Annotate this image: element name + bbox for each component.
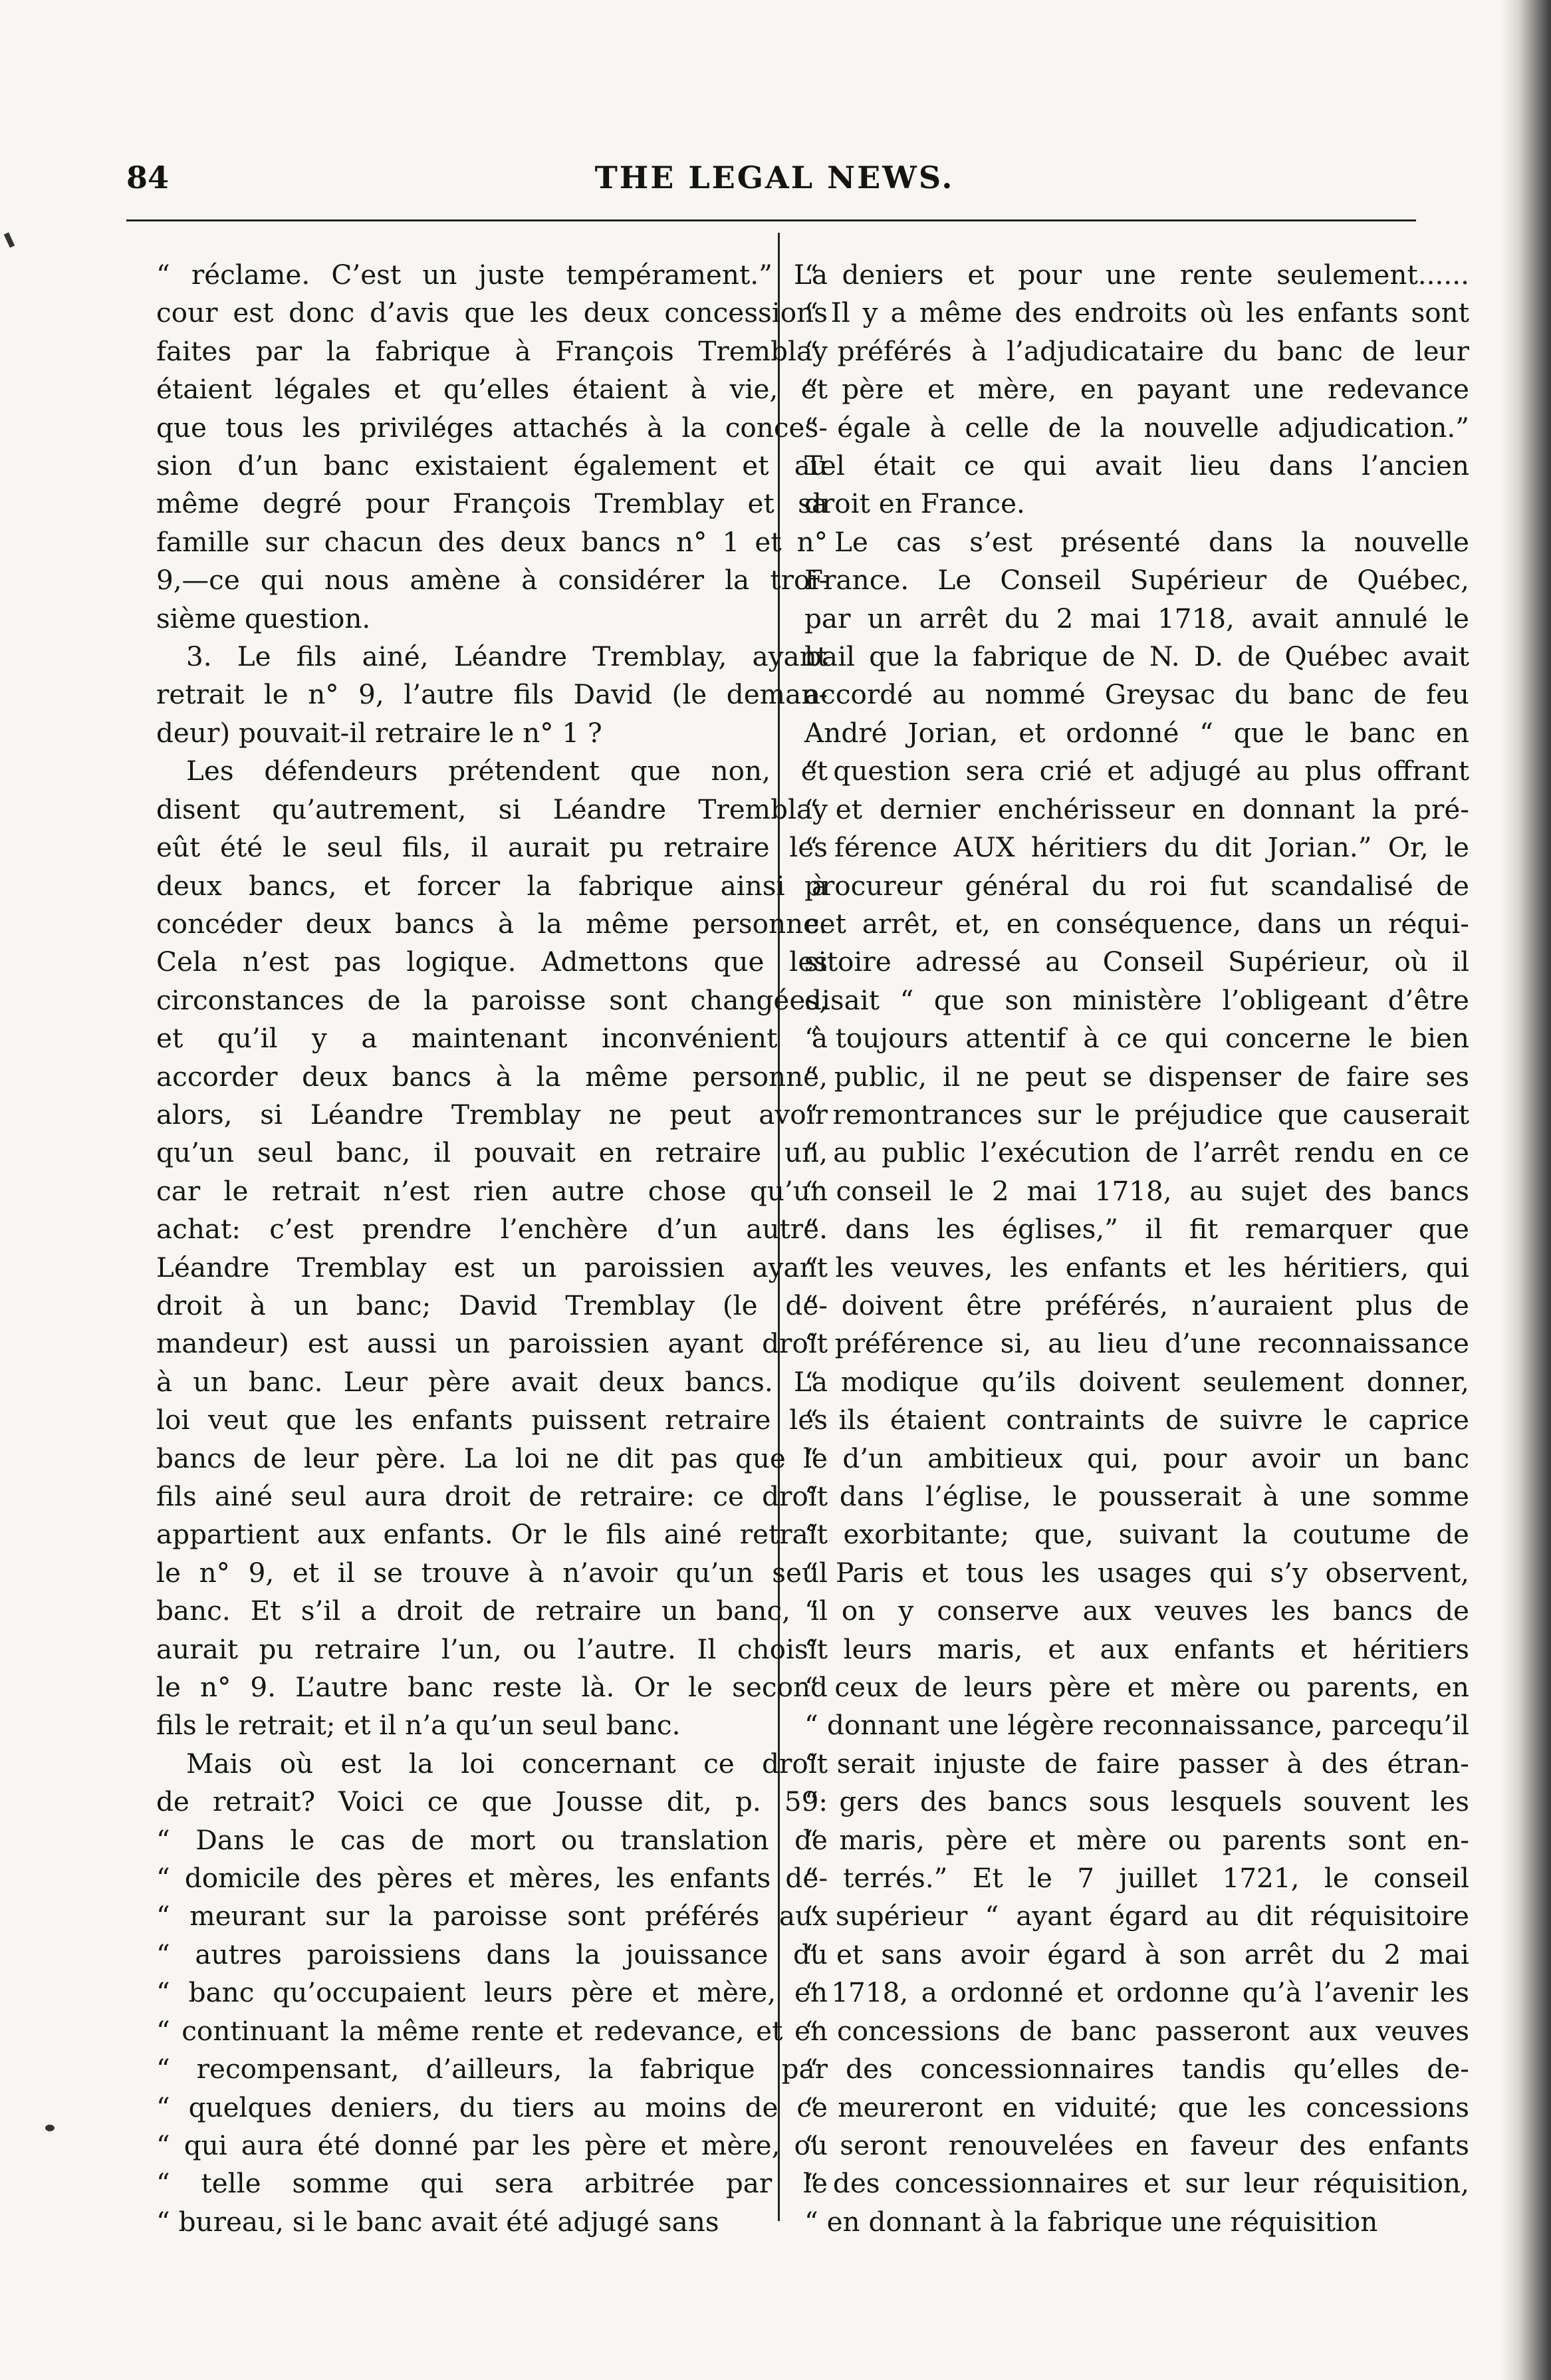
text-line: 9,—ce qui nous amène à considérer la troi- [156,564,828,596]
text-line: fils le retrait; et il n’a qu’un seul banc. [156,1709,681,1742]
text-line: “ deniers et pour une rente seulement...... [804,259,1469,291]
text-line: “ seront renouvelées en faveur des enfants [804,2129,1469,2161]
right-column [804,256,1469,2241]
left-column [156,256,828,2241]
text-line: “ exorbitante; que, suivant la coutume de [804,1518,1469,1551]
text-line: accorder deux bancs à la même personne, [156,1060,828,1093]
text-line: “ domicile des pères et mères, les enfants de- [156,1862,828,1895]
scan-edge-shadow [1501,0,1551,2380]
text-line: de retrait? Voici ce que Jousse dit, p. 59: [156,1785,828,1818]
text-line: mandeur) est aussi un paroissien ayant droit [156,1327,828,1360]
text-line: même degré pour François Tremblay et sa [156,487,828,520]
text-line: Les défendeurs prétendent que non, et [186,755,828,787]
text-line: bail que la fabrique de N. D. de Québec avait [804,640,1469,673]
text-line: famille sur chacun des deux bancs n° 1 et n° [156,525,828,558]
page-number: 84 [126,160,170,196]
text-line: “ des concessionnaires et sur leur réquisition, [804,2167,1469,2200]
text-line: car le retrait n’est rien autre chose qu’un [156,1174,828,1207]
text-line: “ terrés.” Et le 7 juillet 1721, le conseil [804,1862,1469,1895]
text-line: accordé au nommé Greysac du banc de feu [804,678,1469,711]
text-line: “ serait injuste de faire passer à des étran- [804,1747,1469,1780]
page-header [126,160,1423,206]
text-line: “ meureront en viduité; que les concessions [804,2091,1469,2123]
text-line: “ maris, père et mère ou parents sont en- [804,1823,1469,1856]
text-line: “ Dans le cas de mort ou translation de [156,1823,828,1856]
text-line: le n° 9. L’autre banc reste là. Or le second [156,1671,828,1704]
text-line: “ préférence si, au lieu d’une reconnaissance [804,1327,1469,1360]
text-line: sion d’un banc existaient également et au [156,450,828,482]
running-title: THE LEGAL NEWS. [594,160,955,196]
text-line: alors, si Léandre Tremblay ne peut avoir [156,1098,828,1130]
text-line: “ Il y a même des endroits où les enfants sont [804,297,1469,329]
text-line: bancs de leur père. La loi ne dit pas que le [156,1442,828,1474]
text-line: “ et sans avoir égard à son arrêt du 2 mai [804,1938,1469,1970]
text-line: par un arrêt du 2 mai 1718, avait annulé le [804,602,1469,634]
text-line: appartient aux enfants. Or le fils ainé retrait [156,1518,828,1551]
text-line: “ banc qu’occupaient leurs père et mère, en [156,1976,828,2009]
text-line: “ ceux de leurs père et mère ou parents, en [804,1671,1469,1704]
text-line: procureur général du roi fut scandalisé de [804,869,1469,902]
text-line: “ autres paroissiens dans la jouissance du [156,1938,828,1970]
text-line: eût été le seul fils, il aurait pu retraire les [156,831,828,864]
text-line: “ modique qu’ils doivent seulement donner, [804,1365,1469,1398]
text-line: “ bureau, si le banc avait été adjugé sans [156,2205,719,2238]
text-line: “ des concessionnaires tandis qu’elles de- [804,2053,1469,2085]
text-line: “ donnant une légère reconnaissance, parcequ’il [804,1709,1469,1742]
text-line: deux bancs, et forcer la fabrique ainsi à [156,869,828,902]
text-line: “ 1718, a ordonné et ordonne qu’à l’avenir les [804,1976,1469,2009]
text-line: “ réclame. C’est un juste tempérament.” La [156,259,828,291]
text-line: André Jorian, et ordonné “ que le banc en [804,716,1469,749]
text-line: Le cas s’est présenté dans la nouvelle [834,525,1469,558]
text-line: “ en donnant à la fabrique une réquisition [804,2205,1378,2238]
text-line: “ on y conserve aux veuves les bancs de [804,1595,1469,1627]
text-line: cet arrêt, et, en conséquence, dans un réqui- [804,907,1469,940]
text-line: “ question sera crié et adjugé au plus offrant [804,755,1469,787]
text-line: “ telle somme qui sera arbitrée par le [156,2167,828,2200]
text-line: “ égale à celle de la nouvelle adjudication.” [804,411,1469,444]
text-line: “ toujours attentif à ce qui concerne le bien [804,1022,1469,1055]
text-line: loi veut que les enfants puissent retraire les [156,1404,828,1436]
text-line: sième question. [156,602,371,634]
text-line: France. Le Conseil Supérieur de Québec, [804,564,1469,596]
text-line: aurait pu retraire l’un, ou l’autre. Il choisit [156,1633,828,1665]
text-line: qu’un seul banc, il pouvait en retraire un, [156,1136,828,1169]
text-line: “ dans les églises,” il fit remarquer que [804,1213,1469,1246]
text-line: “ Paris et tous les usages qui s’y observent, [804,1556,1469,1589]
text-line: “ leurs maris, et aux enfants et héritiers [804,1633,1469,1665]
text-line: disent qu’autrement, si Léandre Tremblay [156,793,828,825]
text-line: “ remontrances sur le préjudice que causerait [804,1098,1469,1130]
text-line: Cela n’est pas logique. Admettons que les [156,946,828,978]
text-line: “ recompensant, d’ailleurs, la fabrique par [156,2053,828,2085]
text-line: le n° 9, et il se trouve à n’avoir qu’un seul [156,1556,828,1589]
text-line: à un banc. Leur père avait deux bancs. La [156,1365,828,1398]
text-line: étaient légales et qu’elles étaient à vie, et [156,373,828,406]
text-line: Mais où est la loi concernant ce droit [186,1747,828,1780]
text-line: “ continuant la même rente et redevance, et en [156,2014,828,2047]
text-line: “ quelques deniers, du tiers au moins de ce [156,2091,828,2123]
text-line: que tous les priviléges attachés à la conces- [156,411,828,444]
text-line: “ qui aura été donné par les père et mère, ou [156,2129,828,2161]
text-line: cour est donc d’avis que les deux concessions [156,297,828,329]
text-line: retrait le n° 9, l’autre fils David (le deman- [156,678,828,711]
text-line: “ et dernier enchérisseur en donnant la pré- [804,793,1469,825]
header-rule [126,219,1416,221]
text-line: banc. Et s’il a droit de retraire un banc, il [156,1595,828,1627]
text-line: “ père et mère, en payant une redevance [804,373,1469,406]
scan-speck [4,232,15,247]
text-line: droit en France. [804,487,1025,520]
text-line: “ préférés à l’adjudicataire du banc de leur [804,334,1469,367]
text-line: “ ils étaient contraints de suivre le caprice [804,1404,1469,1436]
text-line: “ gers des bancs sous lesquels souvent les [804,1785,1469,1818]
scan-speck [45,2125,55,2131]
text-line: “ public, il ne peut se dispenser de faire ses [804,1060,1469,1093]
text-line: “ férence AUX héritiers du dit Jorian.” Or, le [804,831,1469,864]
text-line: 3. Le fils ainé, Léandre Tremblay, ayant [186,640,828,673]
text-line: “ concessions de banc passeront aux veuves [804,2014,1469,2047]
text-line: “ dans l’église, le pousserait à une somme [804,1480,1469,1512]
text-line: fils ainé seul aura droit de retraire: ce droit [156,1480,828,1512]
text-line: droit à un banc; David Tremblay (le de- [156,1289,828,1321]
text-line: “ d’un ambitieux qui, pour avoir un banc [804,1442,1469,1474]
text-line: “ supérieur “ ayant égard au dit réquisitoire [804,1900,1469,1932]
text-line: Léandre Tremblay est un paroissien ayant [156,1251,828,1283]
text-line: circonstances de la paroisse sont changées, [156,984,828,1016]
text-line: “ au public l’exécution de l’arrêt rendu en ce [804,1136,1469,1169]
text-line: sitoire adressé au Conseil Supérieur, où il [804,946,1469,978]
text-line: et qu’il y a maintenant inconvénient à [156,1022,828,1055]
text-line: disait “ que son ministère l’obligeant d’être [804,984,1469,1016]
text-line: faites par la fabrique à François Tremblay [156,334,828,367]
text-line: deur) pouvait-il retraire le n° 1 ? [156,716,602,749]
text-line: achat: c’est prendre l’enchère d’un autre. [156,1213,828,1246]
text-line: concéder deux bancs à la même personne. [156,907,828,940]
text-line: Tel était ce qui avait lieu dans l’ancien [804,450,1469,482]
text-line: “ conseil le 2 mai 1718, au sujet des bancs [804,1174,1469,1207]
text-line: “ meurant sur la paroisse sont préférés aux [156,1900,828,1932]
text-line: “ doivent être préférés, n’auraient plus de [804,1289,1469,1321]
text-line: “ les veuves, les enfants et les héritiers, qui [804,1251,1469,1283]
